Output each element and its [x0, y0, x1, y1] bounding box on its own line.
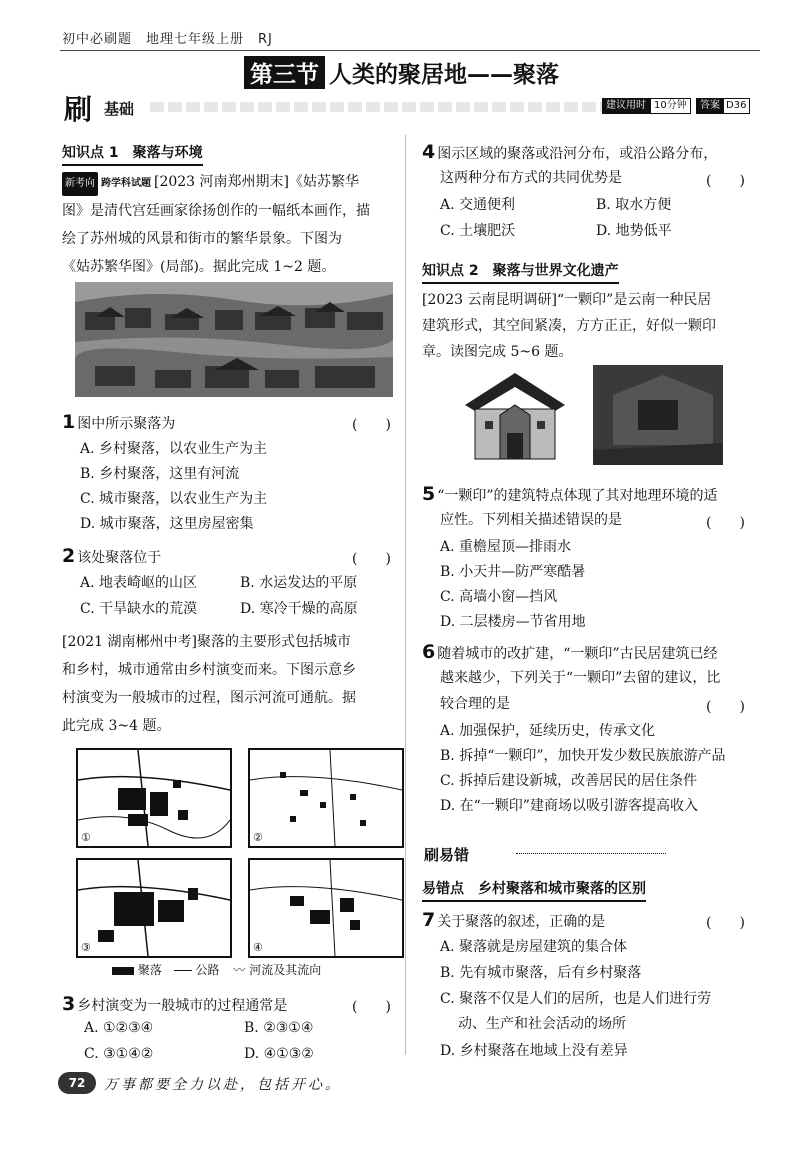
knowledge-point-2: 知识点 2 聚落与世界文化遗产: [422, 260, 619, 284]
map-1-label: ①: [81, 831, 91, 844]
q6-stem-line-1: [422, 640, 718, 666]
map-4: [248, 858, 404, 958]
error-point: 易错点 乡村聚落和城市聚落的区别: [422, 878, 646, 902]
intro3-line-1: [422, 288, 711, 312]
q4-option-a[interactable]: A. 交通便利: [440, 197, 516, 213]
q5-stem-text-1: “一颗印”的建筑特点体现了其对地理环境的适: [437, 488, 718, 504]
q2-number: 2: [62, 545, 76, 567]
q2-stem-text: 该处聚落位于: [77, 550, 162, 566]
intro1-line-3: 绘了苏州城的风景和街市的繁华景象。下图为: [62, 231, 342, 247]
knowledge-point-1: 知识点 1 聚落与环境: [62, 142, 203, 166]
intro1-line-2: 图》是清代宫廷画家徐扬创作的一幅纸本画作，描: [62, 203, 370, 219]
q4-option-d[interactable]: D. 地势低平: [596, 223, 672, 239]
decorative-band: [150, 102, 650, 112]
intro3-source: [2023 云南昆明调研]: [422, 292, 558, 308]
q4-stem-line-1: [422, 140, 717, 166]
basic-practice-bar: [60, 92, 760, 126]
shua-sub-label: 基础: [104, 100, 135, 118]
intro3-text-1: “一颗印”是云南一种民居: [557, 292, 712, 308]
q7-stem: [422, 908, 605, 934]
map-2: [248, 748, 404, 848]
q5-stem-line-1: [422, 482, 718, 508]
yikeyin-drawing: [455, 365, 575, 465]
q3-option-a[interactable]: A. ①②③④: [84, 1020, 154, 1036]
q7-option-c[interactable]: C. 聚落不仅是人们的居所，也是人们进行劳: [440, 991, 712, 1007]
running-header: 初中必刷题 地理七年级上册 RJ: [62, 32, 273, 47]
q1-option-c[interactable]: C. 城市聚落，以农业生产为主: [80, 491, 268, 507]
q5-option-b[interactable]: B. 小天井—防严寒酷暑: [440, 564, 586, 580]
time-value: 10分钟: [650, 98, 691, 114]
q1-option-b[interactable]: B. 乡村聚落，这里有河流: [80, 466, 240, 482]
answer-label: 答案: [696, 98, 724, 114]
q4-answer-blank[interactable]: ( ): [706, 173, 745, 189]
q4-option-b[interactable]: B. 取水方便: [596, 197, 672, 213]
map-2-label: ②: [253, 831, 263, 844]
section-title-text: 人类的聚居地——聚落: [329, 62, 559, 88]
intro1-line-4: 《姑苏繁华图》(局部)。据此完成 1~2 题。: [62, 259, 336, 275]
q4-option-c[interactable]: C. 土壤肥沃: [440, 223, 516, 239]
q1-number: 1: [62, 411, 76, 433]
q5-number: 5: [422, 483, 436, 505]
q4-number: 4: [422, 141, 436, 163]
q6-option-d[interactable]: D. 在“一颗印”建商场以吸引游客提高收入: [440, 798, 698, 814]
map-legend: [112, 958, 321, 982]
q1-option-a[interactable]: A. 乡村聚落，以农业生产为主: [80, 441, 268, 457]
shua-label: 刷: [64, 93, 93, 126]
legend-road: 公路: [195, 963, 220, 977]
q1-stem-text: 图中所示聚落为: [77, 416, 176, 432]
q1-answer-blank[interactable]: ( ): [352, 417, 391, 433]
q5-option-c[interactable]: C. 高墙小窗—挡风: [440, 589, 558, 605]
q1-option-d[interactable]: D. 城市聚落，这里房屋密集: [80, 516, 254, 532]
q6-option-b[interactable]: B. 拆掉“一颗印”，加快开发少数民族旅游产品: [440, 748, 726, 764]
header-rule: [60, 50, 760, 51]
intro2-text-1: 聚落的主要形式包括城市: [197, 634, 352, 650]
legend-river-swatch: 〰: [233, 963, 246, 977]
q4-stem-line-2: 这两种分布方式的共同优势是: [440, 170, 622, 186]
q3-stem: [62, 992, 287, 1018]
gusu-painting-image: [75, 282, 393, 397]
error-prone-header: 刷易错: [424, 846, 470, 864]
q6-answer-blank[interactable]: ( ): [706, 699, 745, 715]
cross-subject-badge: 跨学科试题: [101, 178, 151, 189]
map-3: [76, 858, 232, 958]
column-divider: [405, 135, 406, 1055]
legend-road-swatch: [174, 970, 192, 971]
footer-motto: 万事都要全力以赴，包括开心。: [104, 1077, 342, 1093]
q3-option-d[interactable]: D. ④①③②: [244, 1046, 314, 1062]
q7-option-b[interactable]: B. 先有城市聚落，后有乡村聚落: [440, 965, 642, 981]
legend-settlement: 聚落: [137, 963, 162, 977]
q2-option-d[interactable]: D. 寒冷干燥的高原: [240, 601, 358, 617]
intro2-line-3: 村演变为一般城市的过程，图示河流可通航。据: [62, 690, 356, 706]
section-tag: 第三节: [244, 56, 325, 89]
q5-answer-blank[interactable]: ( ): [706, 515, 745, 531]
q6-option-a[interactable]: A. 加强保护，延续历史，传承文化: [440, 723, 656, 739]
q5-option-d[interactable]: D. 二层楼房—节省用地: [440, 614, 586, 630]
q2-answer-blank[interactable]: ( ): [352, 551, 391, 567]
section-title: [244, 56, 559, 89]
q6-stem-line-2: 越来越少，下列关于“一颗印”去留的建议，比: [440, 670, 721, 686]
q4-stem-text-1: 图示区域的聚落或沿河分布，或沿公路分布，: [437, 146, 718, 162]
legend-river: 河流及其流向: [249, 963, 322, 977]
error-prone-dotted-rule: [516, 853, 666, 854]
q3-answer-blank[interactable]: ( ): [352, 999, 391, 1015]
q3-number: 3: [62, 993, 76, 1015]
answer-value: D36: [722, 98, 750, 114]
q2-stem: [62, 544, 161, 570]
q6-number: 6: [422, 641, 436, 663]
q6-stem-line-3: 较合理的是: [440, 696, 510, 712]
q7-option-a[interactable]: A. 聚落就是房屋建筑的集合体: [440, 939, 628, 955]
intro2-source: [2021 湖南郴州中考]: [62, 634, 198, 650]
q1-stem: [62, 410, 175, 436]
q6-stem-text-1: 随着城市的改扩建，“一颗印”古民居建筑已经: [437, 646, 718, 662]
q5-option-a[interactable]: A. 重檐屋顶—排雨水: [440, 539, 572, 555]
q5-stem-line-2: 应性。下列相关描述错误的是: [440, 512, 622, 528]
intro3-line-2: 建筑形式，其空间紧凑，方方正正，好似一颗印: [422, 318, 716, 334]
map-3-label: ③: [81, 941, 91, 954]
intro2-line-4: 此完成 3~4 题。: [62, 718, 171, 734]
q3-option-c[interactable]: C. ③①④②: [84, 1046, 154, 1062]
page-number: 72: [58, 1072, 96, 1094]
q7-stem-text: 关于聚落的叙述，正确的是: [437, 914, 606, 930]
new-direction-badge: 新考向: [62, 172, 98, 196]
q2-option-b[interactable]: B. 水运发达的平原: [240, 575, 358, 591]
intro3-line-3: 章。读图完成 5~6 题。: [422, 344, 573, 360]
q7-option-c-cont: 动、生产和社会活动的场所: [458, 1016, 626, 1032]
legend-settlement-swatch: [112, 967, 134, 975]
intro2-line-2: 和乡村，城市通常由乡村演变而来。下图示意乡: [62, 662, 356, 678]
q7-option-d[interactable]: D. 乡村聚落在地域上没有差异: [440, 1043, 628, 1059]
map-1: [76, 748, 232, 848]
q6-option-c[interactable]: C. 拆掉后建设新城，改善居民的居住条件: [440, 773, 698, 789]
map-4-label: ④: [253, 941, 263, 954]
q2-option-c[interactable]: C. 干旱缺水的荒漠: [80, 601, 198, 617]
time-label: 建议用时: [602, 98, 650, 114]
q3-stem-text: 乡村演变为一般城市的过程通常是: [77, 998, 288, 1014]
q7-number: 7: [422, 909, 436, 931]
q7-answer-blank[interactable]: ( ): [706, 915, 745, 931]
q2-option-a[interactable]: A. 地表崎岖的山区: [80, 575, 198, 591]
yikeyin-photo: [593, 365, 723, 465]
intro1-source: [2023 河南郑州期末]: [154, 174, 290, 190]
intro2-line-1: [62, 630, 351, 654]
intro1-line-1: [62, 170, 359, 196]
intro1-text-1: 《姑苏繁华: [289, 174, 360, 190]
q3-option-b[interactable]: B. ②③①④: [244, 1020, 314, 1036]
